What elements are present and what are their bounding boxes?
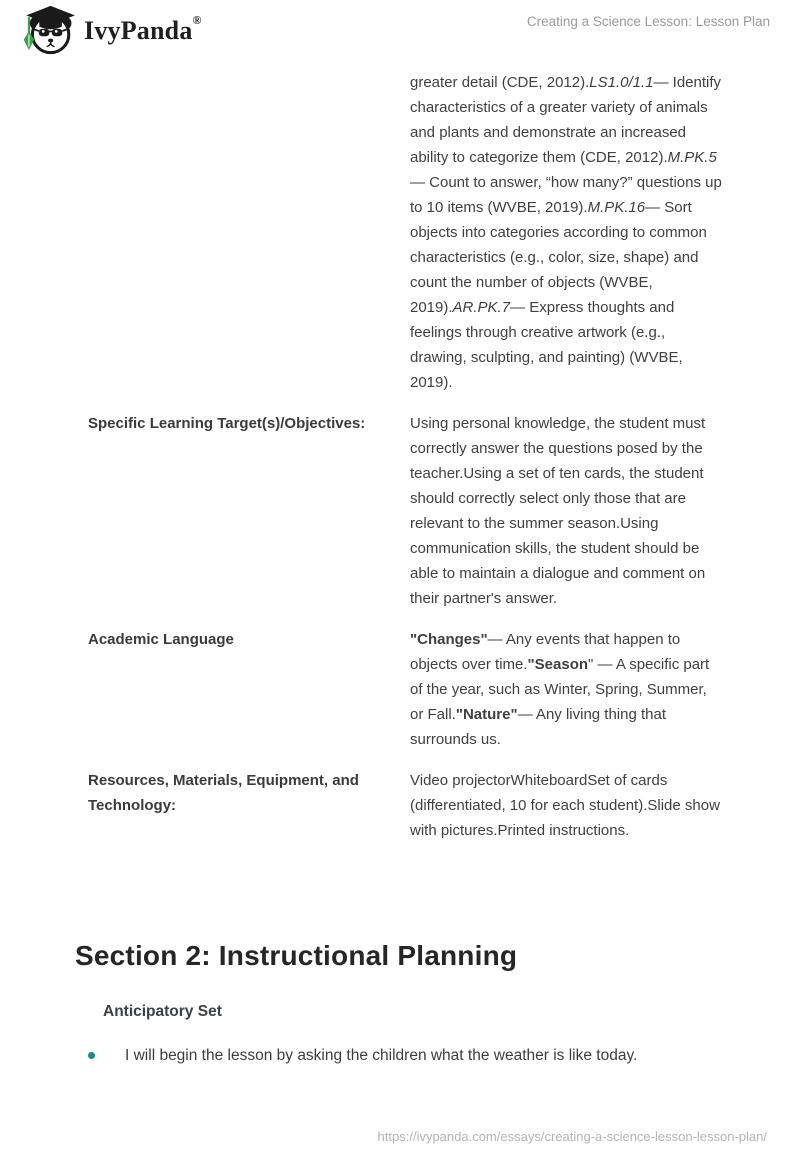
registered-mark: ® xyxy=(192,12,202,27)
row-content: Using personal knowledge, the student must correctly answer the questions posed by the teacher.Using a set of ten cards, the student should correctly select only those that are relevant to the summer season.Using communication skills, the student should be able to maintain a dialogue and comment on their partner's answer. xyxy=(410,415,706,607)
row-content: "Changes"— Any events that happen to objects over time."Season" — A specific part of the year, such as Winter, Spring, Summer, or Fall."Nature"— Any living thing that surrounds us. xyxy=(410,631,710,748)
brand-logo xyxy=(20,5,202,57)
anticipatory-set-subheading: Anticipatory Set xyxy=(103,1003,222,1020)
lesson-plan-table xyxy=(88,70,722,859)
list-item xyxy=(88,1044,637,1067)
table-row-academic-language xyxy=(88,627,714,752)
document-title: Creating a Science Lesson: Lesson Plan xyxy=(526,14,770,29)
brand-name-text: IvyPanda xyxy=(84,16,193,45)
row-label: Specific Learning Target(s)/Objectives: xyxy=(88,415,366,432)
section-2-heading: Section 2: Instructional Planning xyxy=(75,940,518,971)
row-label: Academic Language xyxy=(88,631,234,648)
source-url: https://ivypanda.com/essays/creating-a-science-lesson-lesson-plan/ xyxy=(377,1129,767,1144)
row-label: Resources, Materials, Equipment, and Technology: xyxy=(88,772,359,814)
brand-name xyxy=(84,12,202,46)
ivypanda-panda-logo-icon xyxy=(20,5,76,57)
table-row-learning-objectives xyxy=(88,411,714,611)
table-row-standards-continued xyxy=(88,70,722,395)
page-header xyxy=(0,0,800,62)
bullet-dot xyxy=(88,1052,95,1059)
row-content: Video projectorWhiteboardSet of cards (differentiated, 10 for each student).Slide show with pictures.Printed instructions. xyxy=(410,772,720,839)
row-content: greater detail (CDE, 2012).LS1.0/1.1— Identify characteristics of a greater variety of animals and plants and demonstrate an increased ability to categorize them (CDE, 2012).M.PK.5— Count to answer, “how many?” questions up to 10 items (WVBE, 2019).M.PK.16— Sort objects into categories according to common characteristics (e.g., color, size, shape) and count the number of objects (WVBE, 2019).AR.PK.7— Express thoughts and feelings through creative artwork (e.g., drawing, sculpting, and painting) (WVBE, 2019). xyxy=(410,74,722,391)
bullet-text: I will begin the lesson by asking the children what the weather is like today. xyxy=(125,1047,638,1064)
table-row-resources xyxy=(88,768,720,843)
